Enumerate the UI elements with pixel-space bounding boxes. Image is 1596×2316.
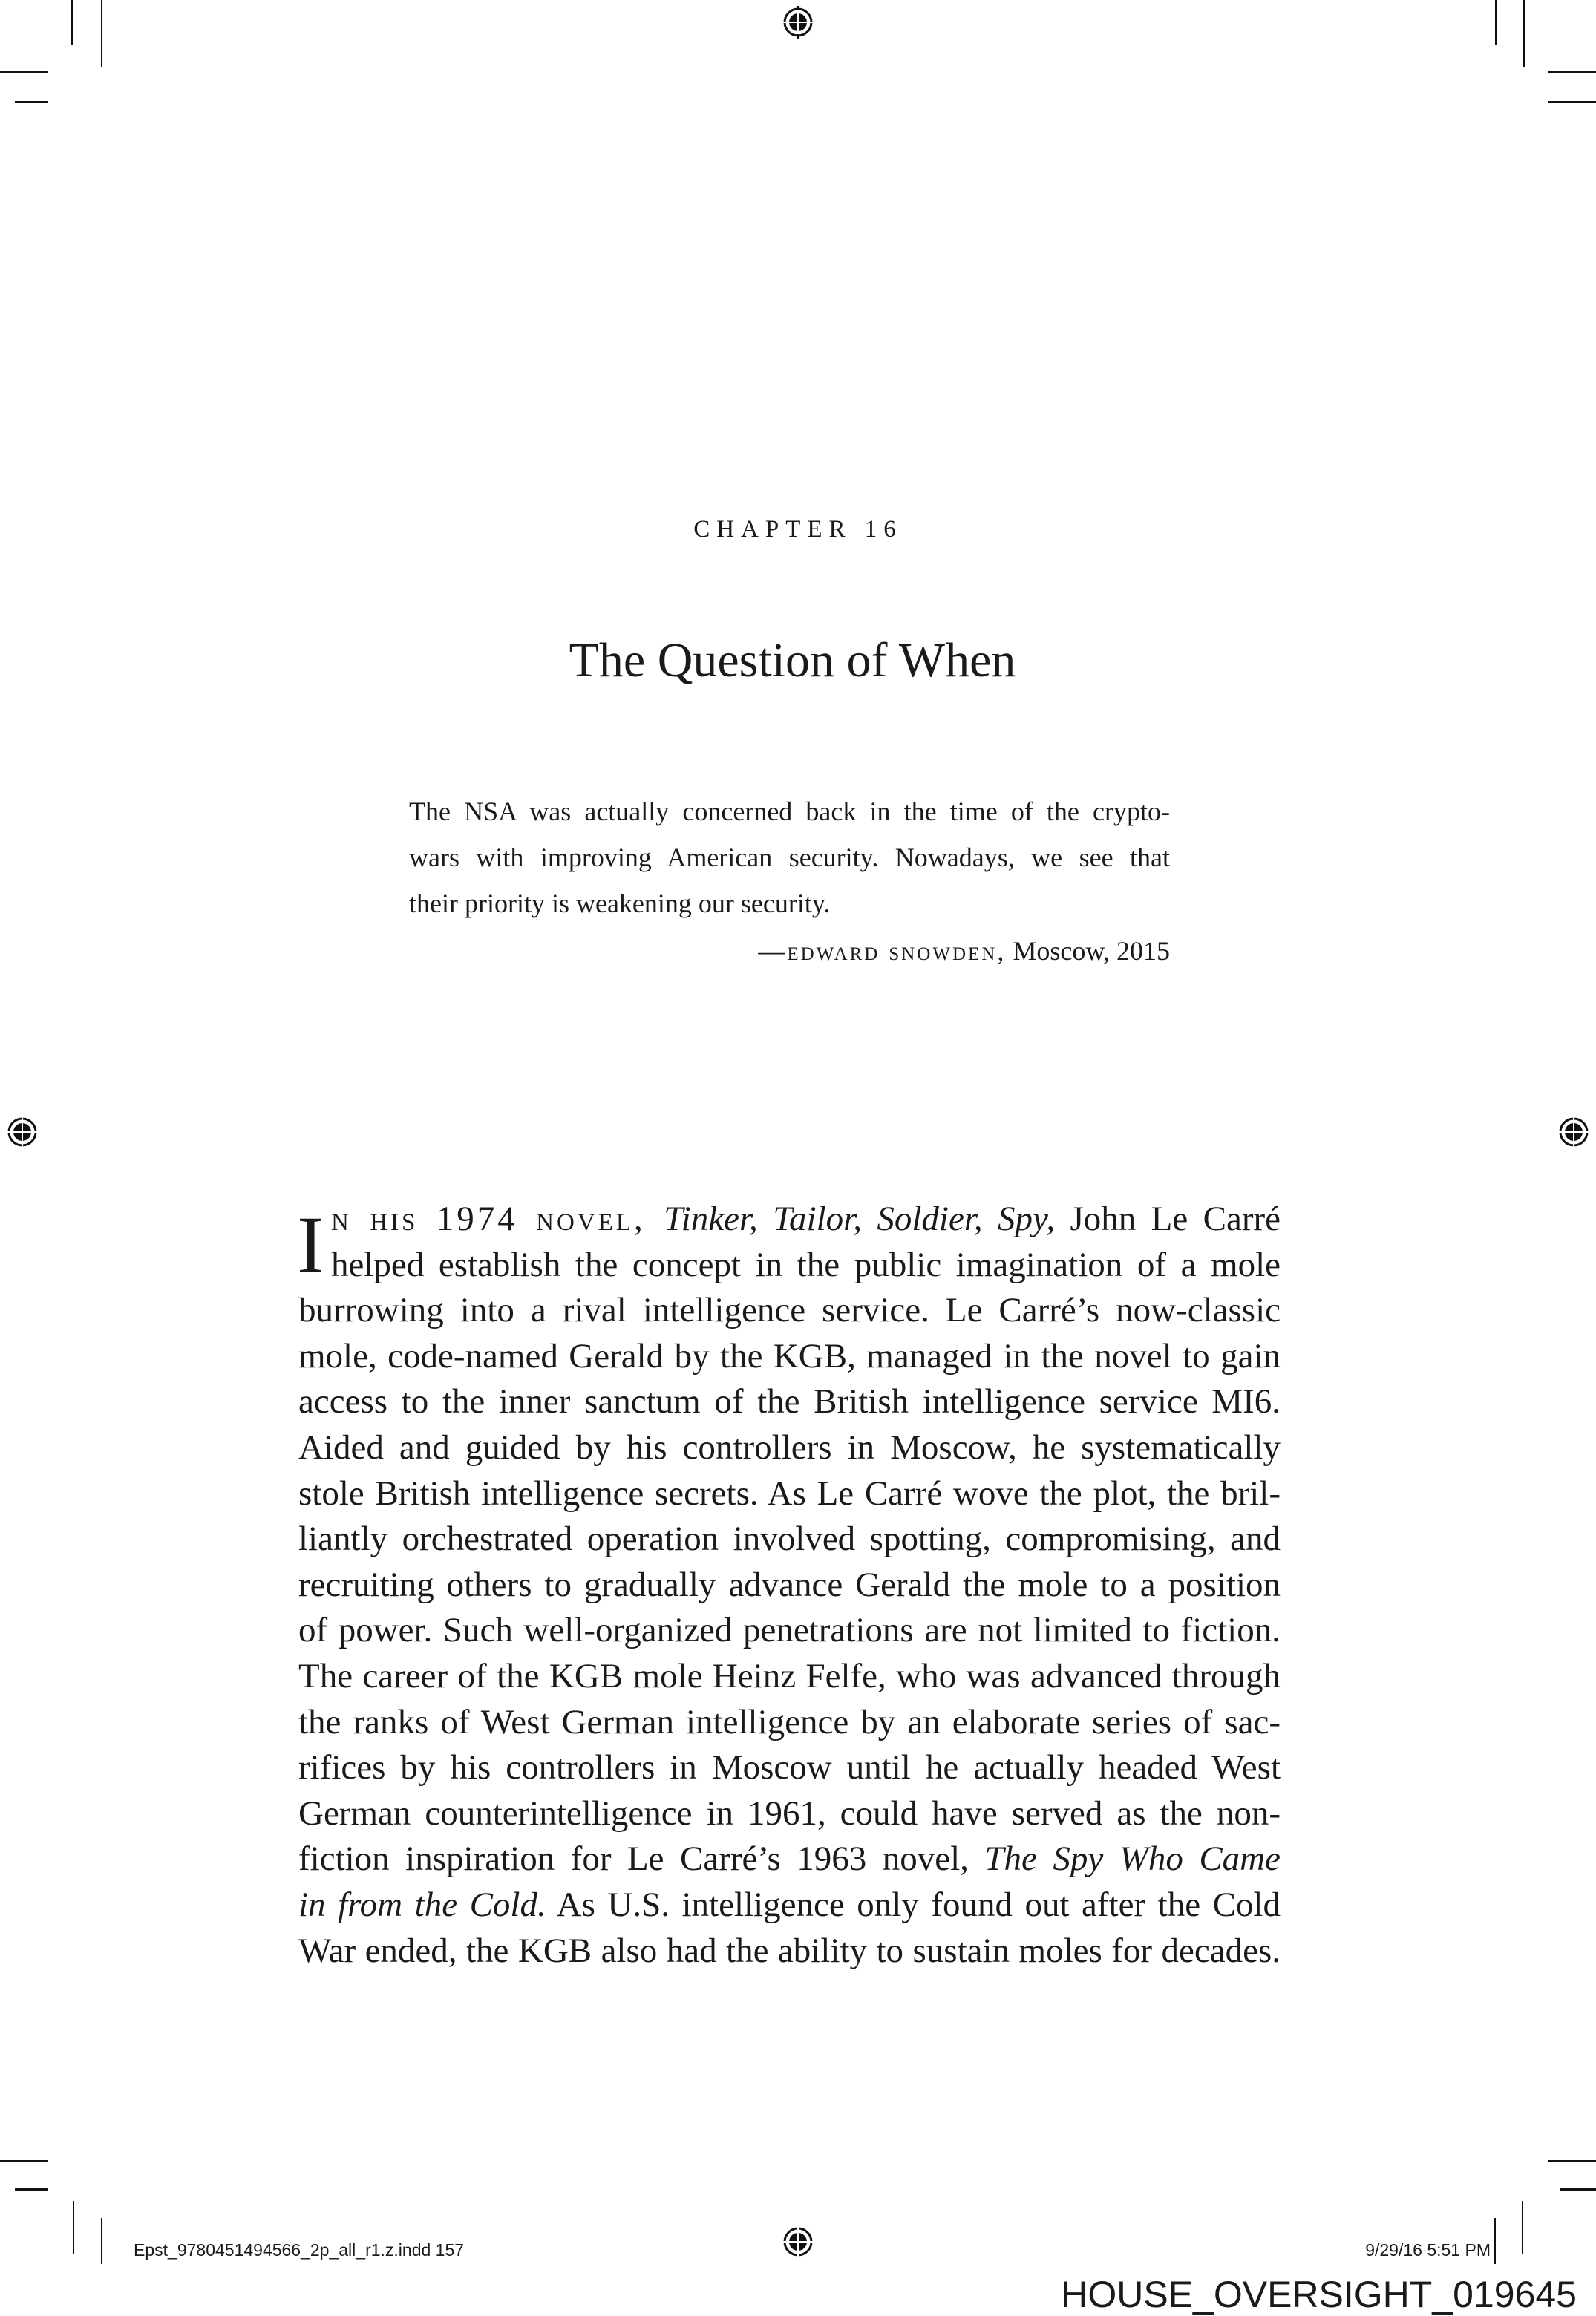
body-line	[298, 1791, 1281, 1837]
body-text-segment: burrowing into a rival intelligence service. Le Carré’s now-classic	[298, 1291, 1281, 1330]
body-line	[298, 1608, 1281, 1654]
crop-mark	[73, 2201, 74, 2254]
body-text-segment: helped establish the concept in the public imagination of a mole	[331, 1245, 1281, 1284]
body-text-segment: access to the inner sanctum of the British intelligence service MI6.	[298, 1382, 1281, 1422]
body-text-segment: The career of the KGB mole Heinz Felfe, who was advanced through	[298, 1656, 1281, 1695]
body-text	[298, 1197, 1281, 1974]
body-text-segment: German counterintelligence in 1961, could have served as the non-	[298, 1793, 1281, 1833]
body-text-segment: recruiting others to gradually advance Gerald the mole to a position	[298, 1565, 1281, 1604]
registration-mark-icon	[782, 2225, 814, 2258]
crop-mark	[1494, 2218, 1496, 2264]
body-line	[298, 1379, 1281, 1425]
epigraph-attribution	[409, 928, 1170, 974]
footer-timestamp: 9/29/16 5:51 PM	[1365, 2240, 1491, 2260]
body-line	[298, 1288, 1281, 1334]
attribution-name: —edward snowden,	[758, 936, 1007, 966]
epigraph-line: The NSA was actually concerned back in the time of the crypto-	[409, 796, 1170, 826]
crop-mark	[101, 2218, 102, 2264]
attribution-place: Moscow, 2015	[1006, 936, 1170, 966]
body-line	[298, 1243, 1281, 1289]
body-line	[298, 1836, 1281, 1882]
crop-mark	[1522, 2201, 1523, 2254]
crop-mark	[1523, 0, 1525, 67]
chapter-title: The Question of When	[569, 633, 1016, 687]
body-text-segment: Aided and guided by his controllers in Moscow, he systematically	[298, 1427, 1281, 1467]
body-line	[298, 1882, 1281, 1929]
chapter-label: CHAPTER 16	[693, 516, 903, 543]
body-text-segment: fiction inspiration for Le Carré’s 1963 novel,	[298, 1839, 985, 1879]
body-text-segment: War ended, the KGB also had the ability to sustain moles for decades.	[298, 1931, 1281, 1970]
body-line	[298, 1563, 1281, 1609]
body-text-segment: Tinker, Tailor, Soldier, Spy,	[664, 1200, 1056, 1238]
body-text-segment: rifices by his controllers in Moscow until he actually headed West	[298, 1748, 1281, 1787]
body-text-segment: As U.S. intelligence only found out after the Cold	[546, 1885, 1281, 1924]
crop-mark	[1548, 71, 1596, 73]
body-text-segment: of power. Such well-organized penetrations are not limited to fiction.	[298, 1611, 1281, 1650]
body-line	[298, 1654, 1281, 1700]
registration-mark-icon	[782, 6, 814, 39]
body-line	[298, 1929, 1281, 1975]
crop-mark	[1548, 101, 1596, 103]
epigraph	[409, 788, 1170, 974]
body-text-segment: mole, code-named Gerald by the KGB, managed in the novel to gain	[298, 1336, 1281, 1375]
crop-mark	[15, 101, 48, 103]
body-text-segment: John Le Carré	[1055, 1200, 1281, 1238]
body-line	[298, 1745, 1281, 1791]
body-text-segment: liantly orchestrated operation involved spotting, compromising, and	[298, 1520, 1281, 1559]
body-line	[298, 1700, 1281, 1746]
body-text-segment: the ranks of West German intelligence by an elaborate series of sac-	[298, 1702, 1281, 1741]
body-line	[298, 1517, 1281, 1563]
footer-file-info: Epst_9780451494566_2p_all_r1.z.indd 157	[134, 2240, 465, 2260]
crop-mark	[1495, 0, 1497, 45]
crop-mark	[101, 0, 102, 67]
body-line	[298, 1471, 1281, 1517]
epigraph-line: wars with improving American security. Nowadays, we see that	[409, 843, 1170, 872]
registration-mark-icon	[6, 1116, 39, 1148]
body-text-segment: The Spy Who Came	[984, 1839, 1281, 1879]
body-text-segment: n his 1974 novel,	[331, 1200, 664, 1238]
body-text-segment: stole British intelligence secrets. As Le Carré wove the plot, the bril-	[298, 1473, 1281, 1513]
body-line	[298, 1197, 1281, 1243]
crop-mark	[1548, 2160, 1596, 2162]
body-text-segment: in from the Cold.	[298, 1885, 546, 1924]
epigraph-line: their priority is weakening our security.	[409, 889, 831, 918]
body-line	[298, 1334, 1281, 1380]
crop-mark	[1560, 2188, 1596, 2191]
drop-cap: I	[297, 1200, 324, 1290]
body-line	[298, 1425, 1281, 1471]
crop-mark	[0, 2160, 48, 2162]
crop-mark	[15, 2188, 48, 2191]
crop-mark	[0, 71, 48, 73]
bates-number: HOUSE_OVERSIGHT_019645	[1061, 2274, 1577, 2315]
registration-mark-icon	[1557, 1116, 1590, 1148]
crop-mark	[71, 0, 73, 45]
